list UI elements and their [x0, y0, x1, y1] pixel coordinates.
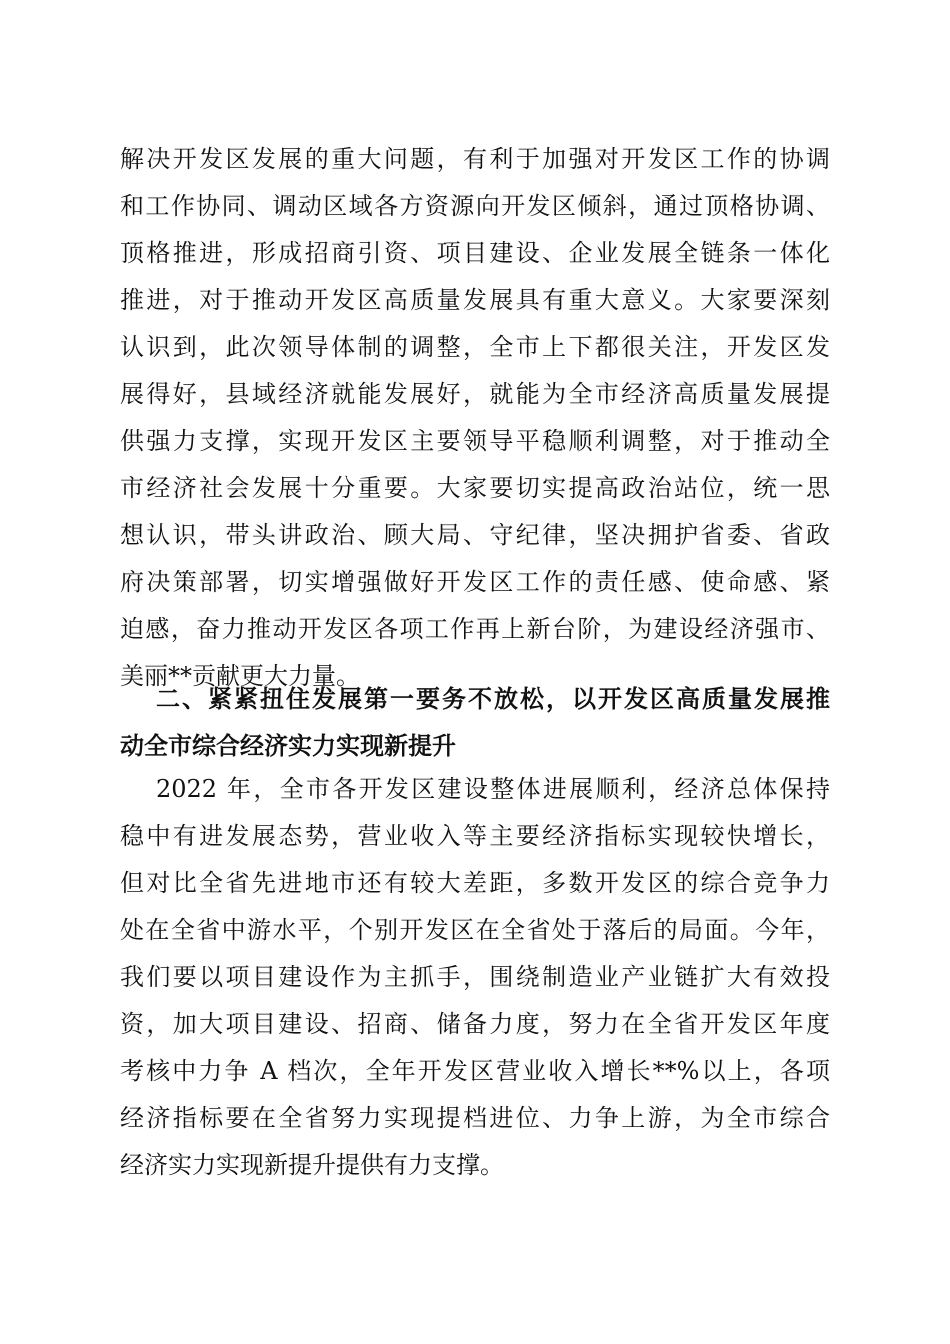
text-line: 府决策部署，切实增强做好开发区工作的责任感、使命感、紧: [120, 568, 830, 596]
text-line: 美丽**贡献更大力量。: [120, 662, 360, 690]
text-line: 但对比全省先进地市还有较大差距，多数开发区的综合竞争力: [120, 869, 830, 897]
text-line: 迫感，奋力推动开发区各项工作再上新台阶，为建设经济强市、: [120, 615, 830, 643]
body-paragraph-1: [120, 136, 830, 700]
text-line: 资，加大项目建设、招商、储备力度，努力在全省开发区年度: [120, 1010, 830, 1038]
text-line: 处在全省中游水平，个别开发区在全省处于落后的局面。今年，: [120, 916, 830, 944]
text-line: 推进，对于推动开发区高质量发展具有重大意义。大家要深刻: [120, 286, 830, 314]
text-line: 认识到，此次领导体制的调整，全市上下都很关注，开发区发: [120, 333, 830, 361]
text-line: 和工作协同、调动区域各方资源向开发区倾斜，通过顶格协调、: [120, 192, 830, 220]
text-line: 我们要以项目建设作为主抓手，围绕制造业产业链扩大有效投: [120, 963, 830, 991]
text-line: 2022 年，全市各开发区建设整体进展顺利，经济总体保持: [156, 775, 830, 803]
text-line: 市经济社会发展十分重要。大家要切实提高政治站位，统一思: [120, 474, 830, 502]
text-line: 经济实力实现新提升提供有力支撑。: [120, 1151, 504, 1179]
body-paragraph-2: [120, 766, 830, 1189]
text-line: 展得好，县域经济就能发展好，就能为全市经济高质量发展提: [120, 380, 830, 408]
text-line: 想认识，带头讲政治、顾大局、守纪律，坚决拥护省委、省政: [120, 521, 830, 549]
heading-line: 二、紧紧扭住发展第一要务不放松，以开发区高质量发展推: [156, 685, 830, 713]
text-line: 供强力支撑，实现开发区主要领导平稳顺利调整，对于推动全: [120, 427, 830, 455]
section-heading-2: [120, 676, 830, 770]
text-line: 解决开发区发展的重大问题，有利于加强对开发区工作的协调: [120, 145, 830, 173]
heading-line: 动全市综合经济实力实现新提升: [120, 732, 456, 760]
text-line: 稳中有进发展态势，营业收入等主要经济指标实现较快增长，: [120, 822, 830, 850]
text-line: 经济指标要在全省努力实现提档进位、力争上游，为全市综合: [120, 1104, 830, 1132]
text-line: 考核中力争 A 档次，全年开发区营业收入增长**%以上，各项: [120, 1057, 830, 1085]
text-line: 顶格推进，形成招商引资、项目建设、企业发展全链条一体化: [120, 239, 830, 267]
